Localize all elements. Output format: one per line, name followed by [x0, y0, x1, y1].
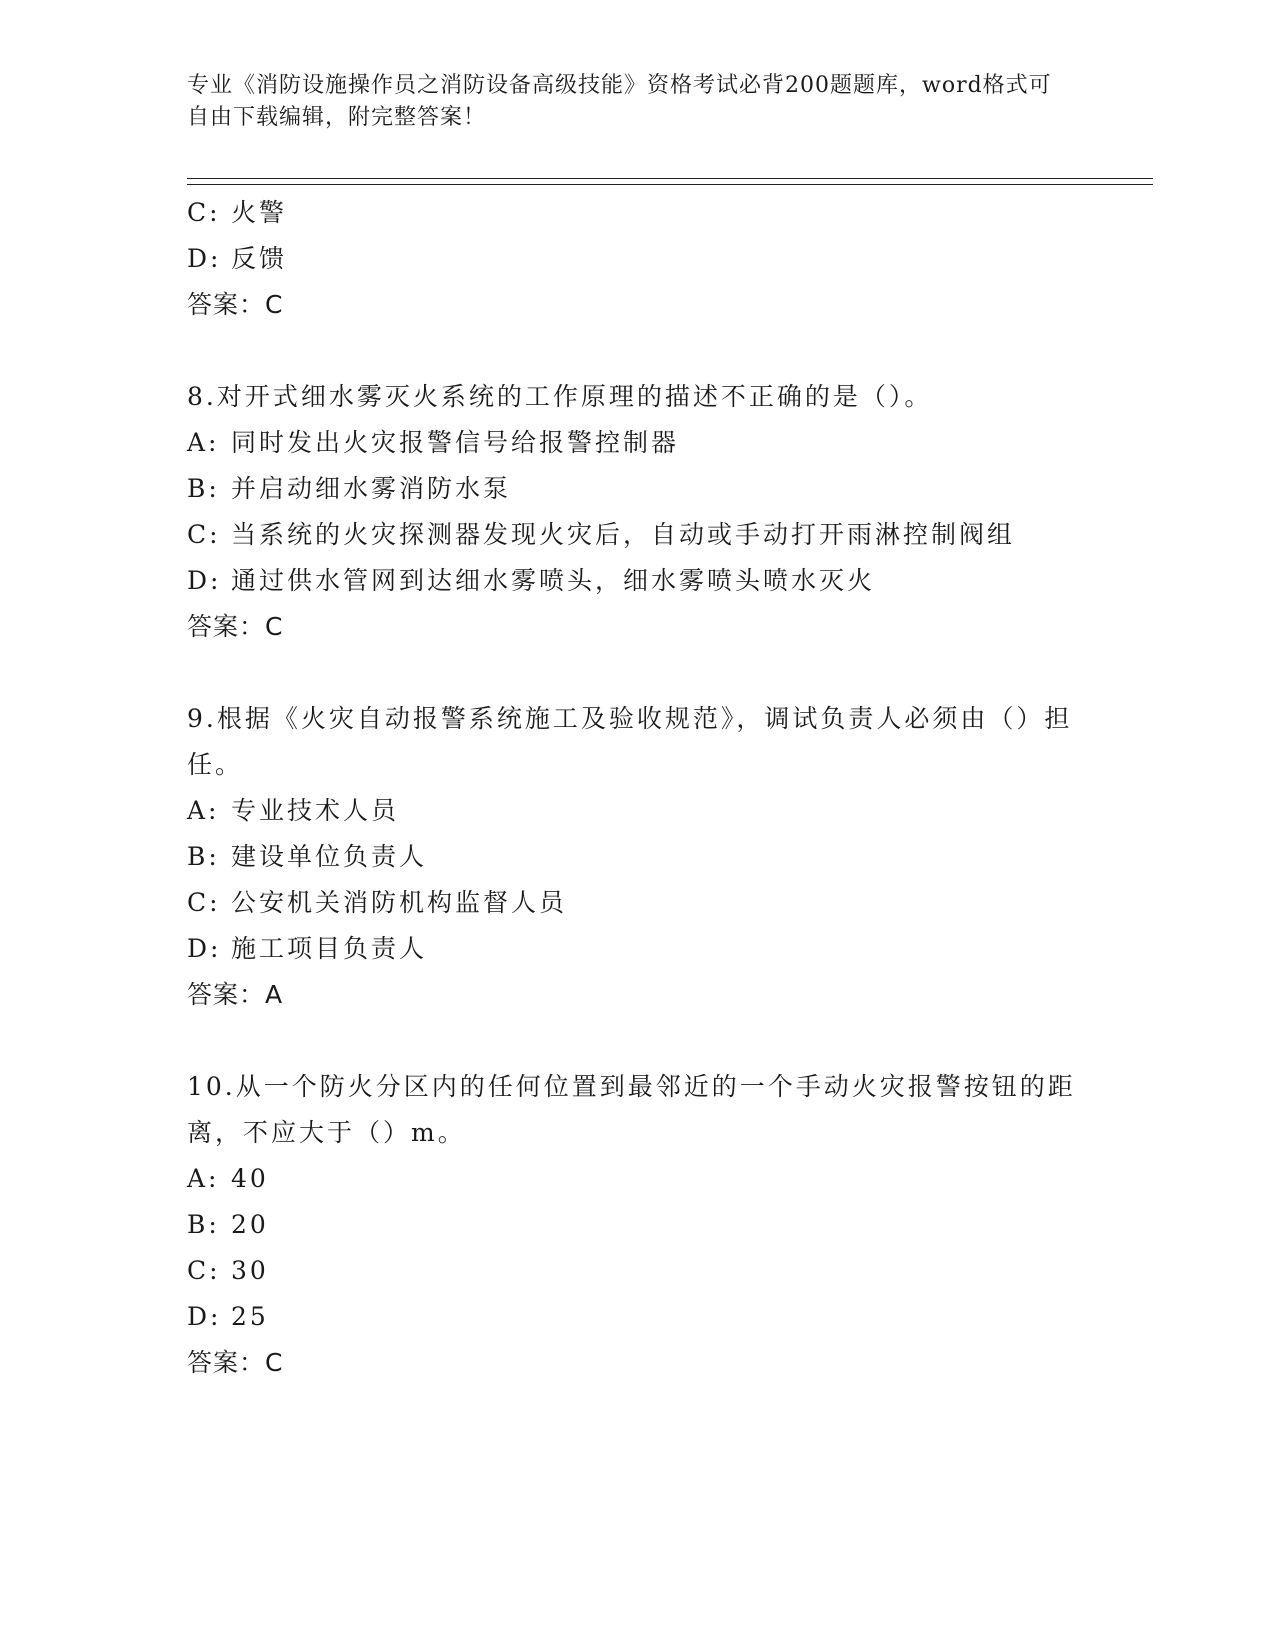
option-d	[187, 926, 1087, 972]
option-label: D:	[187, 566, 222, 595]
option-c	[187, 190, 1087, 236]
answer-line: 答案：C	[187, 612, 284, 641]
option-d	[187, 558, 1087, 604]
header-rule-bottom	[187, 184, 1153, 185]
option-text: 30	[231, 1256, 269, 1285]
option-c	[187, 880, 1087, 926]
question-text: 8.对开式细水雾灭火系统的工作原理的描述不正确的是（）。	[187, 382, 933, 411]
answer-line: 答案：C	[187, 290, 284, 319]
option-text: 建设单位负责人	[231, 842, 428, 871]
option-c	[187, 512, 1087, 558]
question-list	[187, 190, 1087, 1386]
question-8	[187, 374, 1087, 650]
option-label: A:	[187, 428, 220, 457]
document-title: 专业《消防设施操作员之消防设备高级技能》资格考试必背200题题库，word格式可自由下载编辑，附完整答案！	[187, 73, 1052, 130]
option-text: 25	[231, 1302, 269, 1331]
option-text: 同时发出火灾报警信号给报警控制器	[231, 428, 680, 457]
option-label: B:	[187, 842, 220, 871]
option-text: 通过供水管网到达细水雾喷头，细水雾喷头喷水灭火	[231, 566, 876, 595]
option-label: B:	[187, 1210, 220, 1239]
option-text: 火警	[231, 198, 288, 227]
option-d	[187, 236, 1087, 282]
option-text: 公安机关消防机构监督人员	[231, 888, 568, 917]
header-rule-top	[187, 178, 1153, 179]
option-text: 40	[231, 1164, 269, 1193]
option-b	[187, 466, 1087, 512]
option-text: 20	[231, 1210, 269, 1239]
option-text: 当系统的火灾探测器发现火灾后，自动或手动打开雨淋控制阀组	[231, 520, 1016, 549]
option-b	[187, 1202, 1087, 1248]
option-label: D:	[187, 934, 222, 963]
answer-line: 答案：C	[187, 1348, 284, 1377]
option-label: C:	[187, 520, 221, 549]
option-text: 施工项目负责人	[231, 934, 428, 963]
partial-question	[187, 190, 1087, 328]
option-label: D:	[187, 1302, 222, 1331]
answer-line: 答案：A	[187, 980, 284, 1009]
option-d	[187, 1294, 1087, 1340]
option-label: A:	[187, 1164, 220, 1193]
question-10	[187, 1064, 1087, 1386]
option-text: 专业技术人员	[231, 796, 400, 825]
option-label: A:	[187, 796, 220, 825]
option-a	[187, 788, 1087, 834]
option-c	[187, 1248, 1087, 1294]
option-text: 并启动细水雾消防水泵	[231, 474, 512, 503]
document-header	[187, 70, 1067, 134]
question-text: 9.根据《火灾自动报警系统施工及验收规范》，调试负责人必须由（）担任。	[187, 704, 1073, 779]
option-label: B:	[187, 474, 220, 503]
option-a	[187, 1156, 1087, 1202]
option-label: D:	[187, 244, 222, 273]
option-label: C:	[187, 198, 221, 227]
option-b	[187, 834, 1087, 880]
question-9	[187, 696, 1087, 1018]
option-label: C:	[187, 1256, 221, 1285]
option-text: 反馈	[231, 244, 288, 273]
option-a	[187, 420, 1087, 466]
question-text: 10.从一个防火分区内的任何位置到最邻近的一个手动火灾报警按钮的距离，不应大于（）m。	[187, 1072, 1076, 1147]
option-label: C:	[187, 888, 221, 917]
